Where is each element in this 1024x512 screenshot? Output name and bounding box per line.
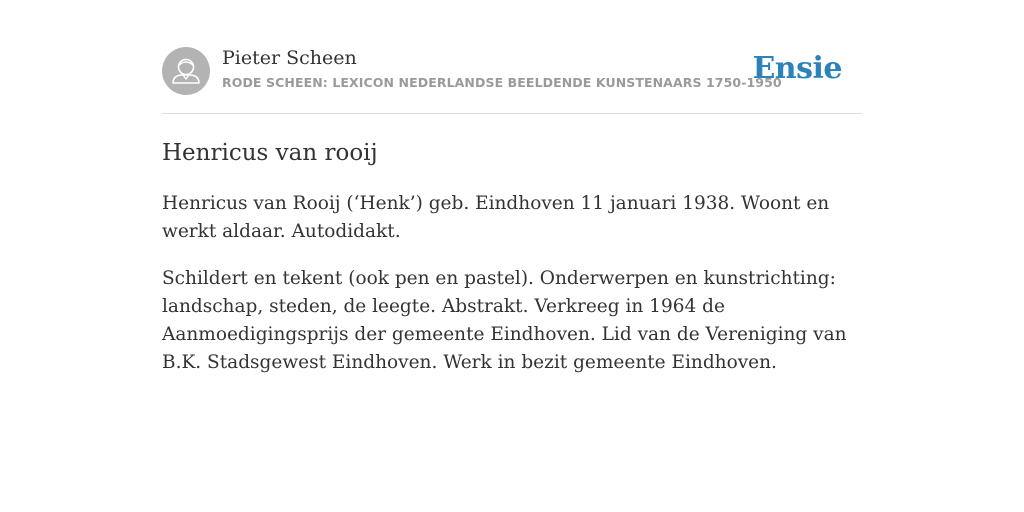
article-header: [162, 0, 862, 114]
ensie-logo[interactable]: Ensie: [752, 51, 842, 86]
avatar[interactable]: [162, 47, 210, 95]
source-label[interactable]: RODE SCHEEN: LEXICON NEDERLANDSE BEELDENDE KUNSTENAARS 1750-1950: [222, 75, 782, 90]
author-name[interactable]: Pieter Scheen: [222, 47, 357, 69]
article-paragraph: Henricus van Rooij (‘Henk’) geb. Eindhoven 11 januari 1938. Woont en werkt aldaar. Autodidakt.: [162, 193, 830, 242]
article-card: [162, 0, 862, 373]
user-silhouette-icon: [162, 47, 210, 95]
article-body: [162, 190, 867, 396]
article-paragraph: Schildert en tekent (ook pen en pastel). Onderwerpen en kunstrichting: landschap, steden, de leegte. Abstrakt. Verkreeg in 1964 de Aanmoedigingsprijs der gemeente Eindhoven. Lid van de Vereniging van B.K. Stadsgewest Eindhoven. Werk in bezit gemeente Eindhoven.: [162, 268, 847, 373]
article-title: Henricus van rooij: [162, 140, 378, 166]
